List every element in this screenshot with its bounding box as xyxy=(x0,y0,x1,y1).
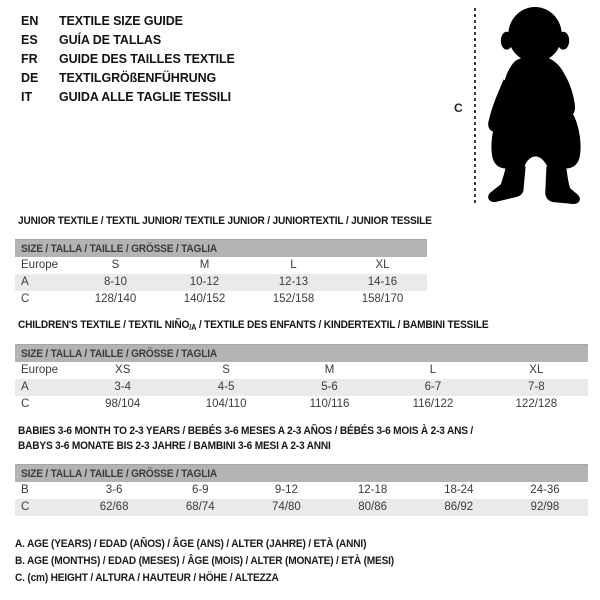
table-row-height xyxy=(15,291,427,308)
table-row-height xyxy=(15,499,588,516)
age-cell: 9-12 xyxy=(274,484,298,496)
height-cell: 104/110 xyxy=(205,398,247,410)
table-row-age xyxy=(15,274,427,291)
height-measure-dashed-line xyxy=(474,8,476,206)
size-cell: XL xyxy=(529,364,544,376)
table-row-height xyxy=(15,396,588,413)
language-title: GUIDA ALLE TAGLIE TESSILI xyxy=(59,90,232,104)
language-code: DE xyxy=(21,71,39,85)
table-row-europe xyxy=(15,257,427,274)
size-cell: S xyxy=(222,364,230,376)
language-row-it xyxy=(21,88,235,107)
language-title: TEXTILE SIZE GUIDE xyxy=(59,14,183,28)
age-cell: 8-10 xyxy=(103,276,128,288)
age-cell: 12-18 xyxy=(357,484,388,496)
size-cell: M xyxy=(324,364,335,376)
language-row-en xyxy=(21,12,235,31)
height-cell: 128/140 xyxy=(94,293,137,305)
height-cell: 92/98 xyxy=(530,501,560,513)
height-cell: 98/104 xyxy=(105,398,141,410)
row-label: C xyxy=(21,501,30,513)
size-cell: S xyxy=(111,259,120,271)
language-row-es xyxy=(21,31,235,50)
junior-table-title xyxy=(18,214,468,229)
height-cell: 80/86 xyxy=(358,501,387,513)
language-code: IT xyxy=(21,90,33,104)
age-cell: 24-36 xyxy=(530,484,560,496)
children-table-title-text xyxy=(18,318,488,335)
language-list xyxy=(21,12,235,107)
height-cell: 110/116 xyxy=(309,398,350,410)
junior-size-table xyxy=(15,239,427,308)
size-header-text: SIZE / TALLA / TAILLE / GRÖSSE / TAGLIA xyxy=(21,468,217,480)
babies-title-line1: BABIES 3-6 MONTH TO 2-3 YEARS / BEBÉS 3-6 MESES A 2-3 AÑOS / BÉBÉS 3-6 MOIS À 2-3 ANS / xyxy=(18,425,474,437)
height-cell: 122/128 xyxy=(515,398,558,410)
size-header-text: SIZE / TALLA / TAILLE / GRÖSSE / TAGLIA xyxy=(21,348,217,360)
language-title: GUIDE DES TAILLES TEXTILE xyxy=(59,52,235,66)
children-title-sub: /A xyxy=(189,323,197,332)
language-row-de xyxy=(21,69,235,88)
size-cell: XL xyxy=(375,259,390,271)
height-cell: 86/92 xyxy=(444,501,474,513)
row-label: C xyxy=(21,398,30,410)
toddler-silhouette-icon xyxy=(479,4,593,210)
height-cell: 68/74 xyxy=(185,501,215,513)
row-label: A xyxy=(21,276,29,288)
row-label: Europe xyxy=(21,259,59,271)
babies-title-line2: BABYS 3-6 MONATE BIS 2-3 JAHRE / BAMBINI 3-6 MESI A 2-3 ANNI xyxy=(18,440,331,452)
row-label: B xyxy=(21,484,29,496)
language-code: FR xyxy=(21,52,38,66)
table-row-age xyxy=(15,379,588,396)
row-label: A xyxy=(21,381,29,393)
language-title: GUÍA DE TALLAS xyxy=(59,33,162,47)
age-cell: 3-4 xyxy=(114,381,132,393)
size-cell: L xyxy=(429,364,437,376)
size-header-bar xyxy=(15,344,588,362)
children-title-prefix: CHILDREN'S TEXTILE / TEXTIL NIÑO xyxy=(18,319,190,331)
size-cell: M xyxy=(199,259,210,271)
size-header-bar xyxy=(15,239,427,257)
age-cell: 12-13 xyxy=(278,276,309,288)
children-size-table xyxy=(15,344,588,413)
row-label: C xyxy=(21,293,30,305)
size-cell: L xyxy=(290,259,297,271)
age-cell: 6-7 xyxy=(424,381,442,393)
children-table-title xyxy=(18,318,529,335)
age-cell: 3-6 xyxy=(105,484,123,496)
babies-table-title xyxy=(18,424,513,454)
height-cell: 140/152 xyxy=(183,293,226,305)
table-row-europe xyxy=(15,362,588,379)
age-cell: 18-24 xyxy=(444,484,474,496)
age-cell: 4-5 xyxy=(217,381,235,393)
language-row-fr xyxy=(21,50,235,69)
language-code: EN xyxy=(21,14,39,28)
age-cell: 6-9 xyxy=(191,484,209,496)
footnote-age-years xyxy=(15,536,427,553)
footnote-text: C. (cm) HEIGHT / ALTURA / HAUTEUR / HÖHE / ALTEZZA xyxy=(15,572,279,584)
size-cell: XS xyxy=(115,364,131,376)
height-cell: 152/158 xyxy=(272,293,315,305)
height-cell: 158/170 xyxy=(361,293,404,305)
age-cell: 5-6 xyxy=(321,381,338,393)
footnote-text: A. AGE (YEARS) / EDAD (AÑOS) / ÂGE (ANS) / ALTER (JAHRE) / ETÀ (ANNI) xyxy=(15,538,367,550)
footnote-age-months xyxy=(15,553,427,570)
row-label: Europe xyxy=(21,364,59,376)
babies-size-table xyxy=(15,464,588,516)
footnote-height-cm xyxy=(15,570,427,587)
age-cell: 7-8 xyxy=(528,381,545,393)
table-row-age-months xyxy=(15,482,588,499)
age-cell: 14-16 xyxy=(367,276,398,288)
height-measure-label: C xyxy=(454,101,463,115)
junior-table-title-text: JUNIOR TEXTILE / TEXTIL JUNIOR/ TEXTILE JUNIOR / JUNIORTEXTIL / JUNIOR TESSILE xyxy=(18,215,432,227)
language-title: TEXTILGRÖßENFÜHRUNG xyxy=(59,71,217,85)
footnote-text: B. AGE (MONTHS) / EDAD (MESES) / ÂGE (MOIS) / ALTER (MONATE) / ETÀ (MESI) xyxy=(15,555,394,567)
language-code: ES xyxy=(21,33,38,47)
height-cell: 116/122 xyxy=(412,398,454,410)
height-cell: 62/68 xyxy=(99,501,129,513)
size-header-bar xyxy=(15,464,588,482)
age-cell: 10-12 xyxy=(189,276,220,288)
footnotes xyxy=(15,536,427,587)
children-title-suffix: / TEXTILE DES ENFANTS / KINDERTEXTIL / BAMBINI TESSILE xyxy=(196,319,489,331)
size-header-text: SIZE / TALLA / TAILLE / GRÖSSE / TAGLIA xyxy=(21,243,217,255)
height-cell: 74/80 xyxy=(272,501,301,513)
